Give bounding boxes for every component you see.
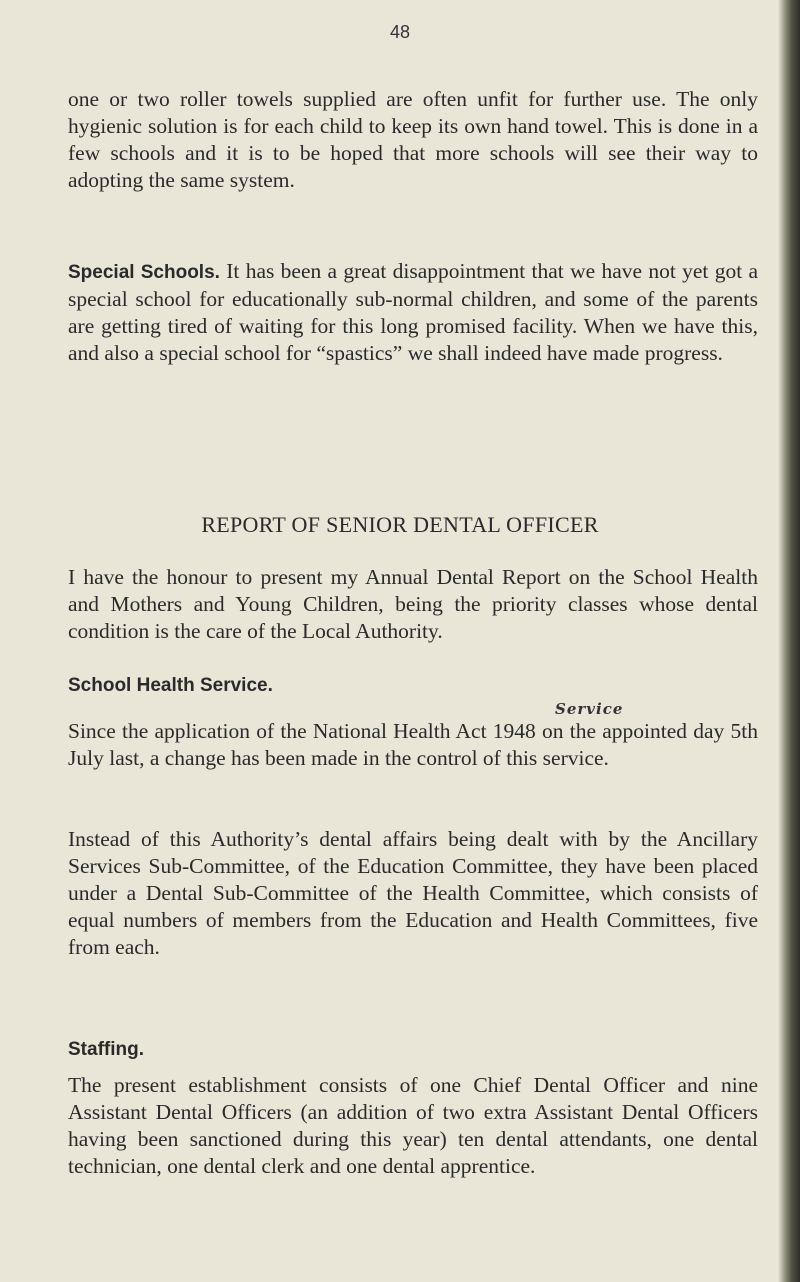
paragraph-honour: I have the honour to present my Annual Dental Report on the School Health and Mothers and Young Children, being the priority classes whose dental condition is the care of the Local Authority. (68, 565, 758, 643)
special-schools-heading: Special Schools. (68, 262, 220, 283)
school-health-heading: School Health Service. (68, 675, 273, 696)
staffing-heading: Staffing. (68, 1039, 144, 1060)
paragraph-special-schools (68, 258, 758, 367)
report-title: REPORT OF SENIOR DENTAL OFFICER (201, 512, 599, 537)
paragraph-staffing: The present establishment consists of one Chief Dental Officer and nine Assistant Dental Officers (an addition of two extra Assistant Dental Officers having been sanctioned during this year) ten dental attendants, one dental technician, one dental clerk and one dental apprentice. (68, 1073, 758, 1178)
page-number: 48 (389, 22, 411, 42)
paragraph-towels: one or two roller towels supplied are often unfit for further use. The only hygienic solution is for each child to keep its own hand towel. This is done in a few schools and it is to be hoped that more schools will see their way to adopting the same system. (68, 87, 758, 192)
special-schools-text: It has been a great disappointment that we have not yet got a special school for educationally sub-normal children, and some of the parents are getting tired of waiting for this long promised facility. When we have this, and also a special school for “spastics” we shall indeed have made progress. (68, 259, 759, 365)
paragraph-school-health-1: Since the application of the National Health Act 1948 on the appointed day 5th July last, a change has been made in the control of this service. (68, 719, 758, 770)
paragraph-school-health-2: Instead of this Authority’s dental affairs being dealt with by the Ancillary Services Sub-Committee, of the Education Committee, they have been placed under a Dental Sub-Committee of the Health Committee, which consists of equal numbers of members from the Education and Health Committees, five from each. (68, 827, 758, 959)
page-edge-shadow (778, 0, 800, 1282)
handwritten-note: Service (555, 700, 624, 718)
